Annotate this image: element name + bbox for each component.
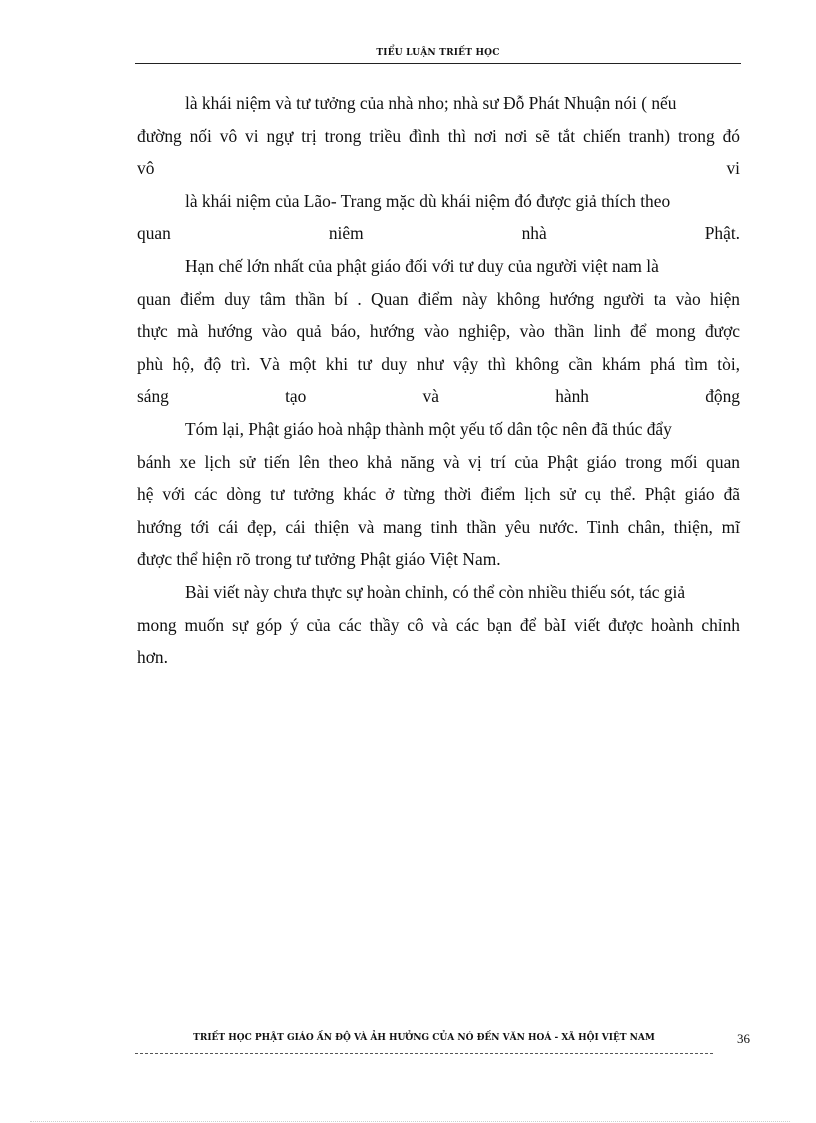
text-line: vô vi (137, 158, 740, 179)
text-line: Tóm lại, Phật giáo hoà nhập thành một yếu tố dân tộc nên đã thúc đẩy (185, 418, 672, 439)
page-bottom-edge (30, 1121, 790, 1122)
text-line: là khái niệm và tư tưởng của nhà nho; nhà sư Đỗ Phát Nhuận nói ( nếu (185, 93, 677, 113)
text-line: được thể hiện rõ trong tư tưởng Phật giáo Việt Nam. (137, 549, 501, 570)
text-line: thực mà hướng vào quả báo, hướng vào nghiệp, vào thần linh để mong được (137, 321, 740, 342)
text-line: hệ với các dòng tư tưởng khác ở từng thời điểm lịch sử cụ thể. Phật giáo đã (137, 484, 740, 505)
running-header: TIỂU LUẬN TRIẾT HỌC (376, 48, 500, 58)
page-number: 36 (737, 1031, 750, 1046)
text-line: phù hộ, độ trì. Và một khi tư duy như vậy thì không cần khám phá tìm tòi, (137, 353, 740, 374)
text-line: mong muốn sự góp ý của các thầy cô và các bạn để bàI viết được hoành chỉnh (137, 614, 740, 635)
text-line: đường nối vô vi ngự trị trong triều đình thì nơi nơi sẽ tắt chiến tranh) trong đó (137, 125, 740, 146)
text-line: quan niêm nhà Phật. (137, 223, 740, 244)
text-line: quan điểm duy tâm thần bí . Quan điểm này không hướng người ta vào hiện (137, 288, 740, 309)
text-line: hướng tới cái đẹp, cái thiện và mang tinh thần yêu nước. Tinh chân, thiện, mĩ (137, 516, 740, 537)
header-rule (135, 63, 741, 64)
text-line: sáng tạo và hành động (137, 386, 740, 407)
text-line: bánh xe lịch sử tiến lên theo khả năng và vị trí của Phật giáo trong mối quan (137, 451, 740, 472)
body-text (137, 87, 740, 674)
running-footer: TRIẾT HỌC PHẬT GIÁO ẤN ĐỘ VÀ ẢH HƯỞNG CỦA NÓ ĐẾN VĂN HOÁ - XÃ HỘI VIỆT NAM (193, 1033, 655, 1043)
text-line: hơn. (137, 647, 168, 668)
text-line: là khái niệm của Lão- Trang mặc dù khái niệm đó được giả thích theo (185, 190, 671, 211)
text-line: Bài viết này chưa thực sự hoàn chỉnh, có thể còn nhiều thiếu sót, tác giả (185, 581, 686, 602)
text-line: Hạn chế lớn nhất của phật giáo đối với tư duy của người việt nam là (185, 255, 659, 276)
footer-rule (135, 1053, 713, 1054)
